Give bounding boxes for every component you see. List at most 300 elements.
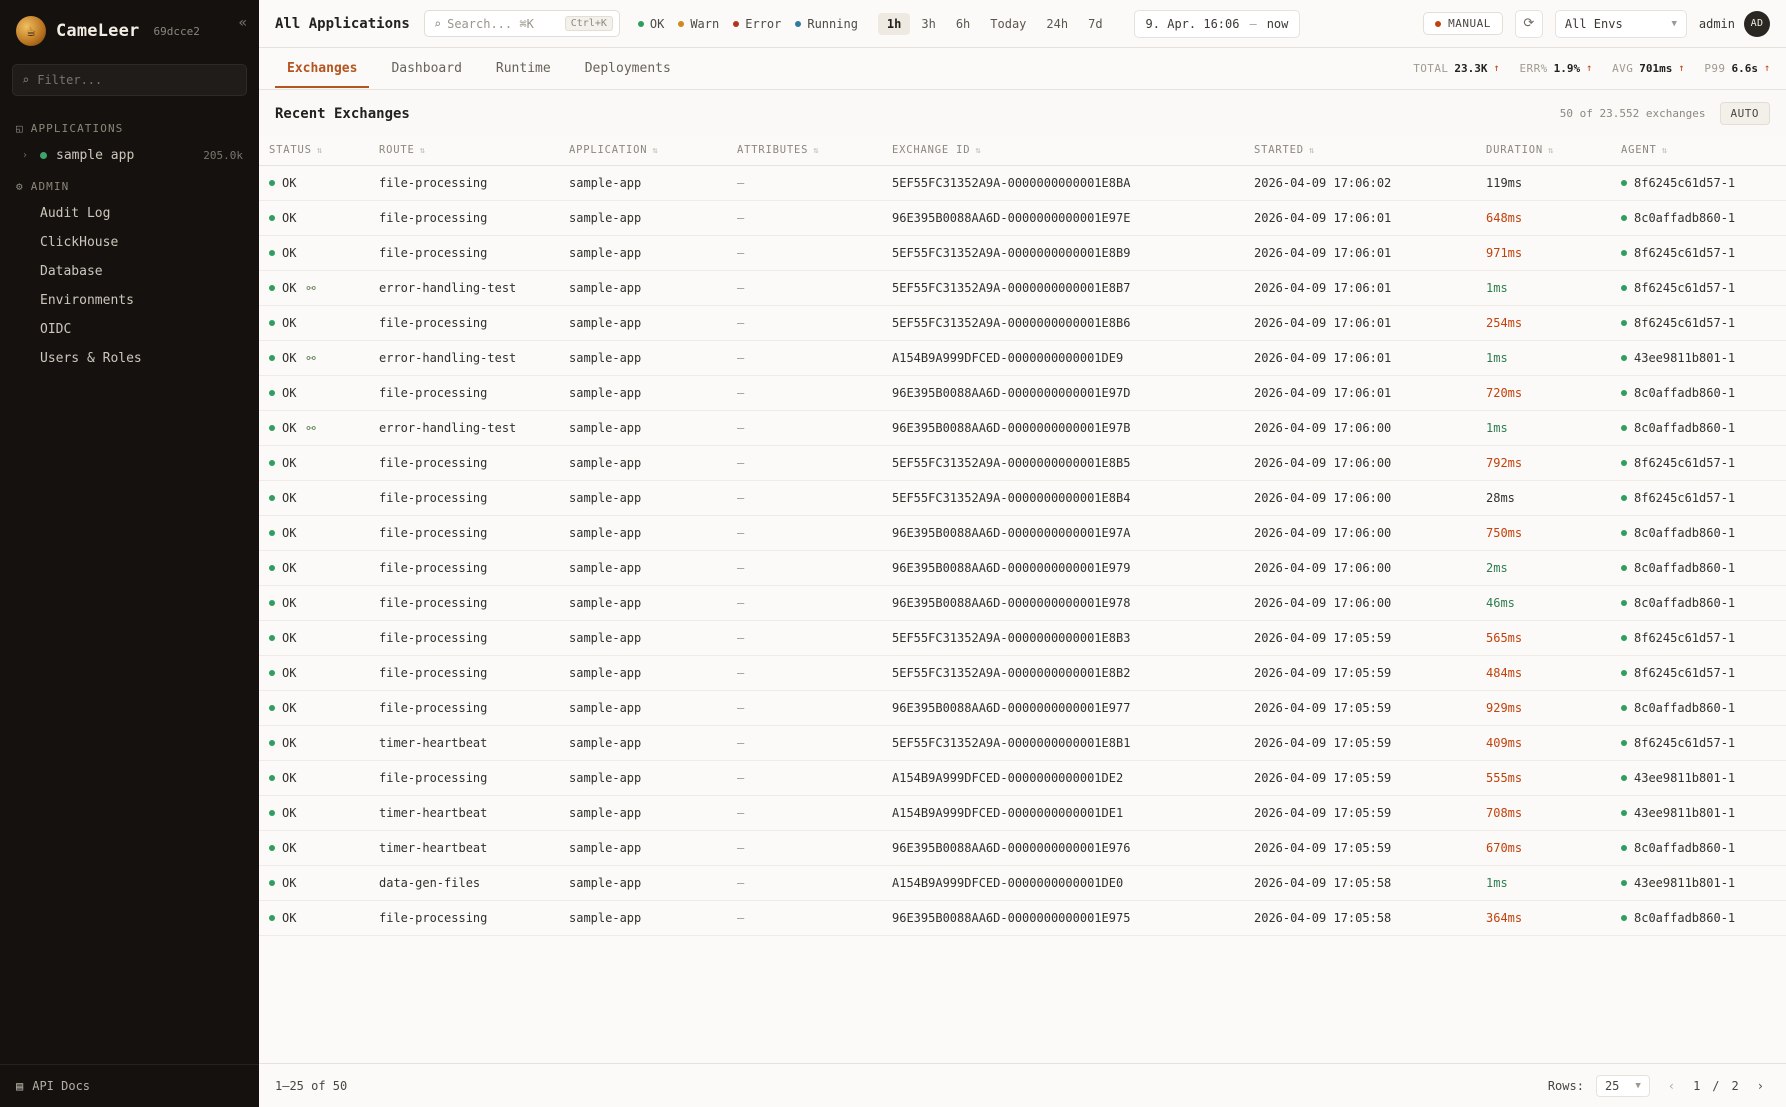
brand-name: CameLeer xyxy=(56,21,140,41)
cell-route: file-processing xyxy=(369,446,559,481)
trend-up-icon: ↑ xyxy=(1763,63,1770,74)
cell-exchange-id: 5EF55FC31352A9A-0000000000001E8B5 xyxy=(882,446,1244,481)
time-range-to: now xyxy=(1266,16,1289,31)
status-chip-label: Warn xyxy=(690,16,720,31)
status-label: OK xyxy=(282,911,297,925)
table-row[interactable] xyxy=(259,621,1786,656)
table-row[interactable] xyxy=(259,411,1786,446)
sidebar-filter-input[interactable] xyxy=(12,64,247,96)
status-dot-icon xyxy=(638,21,644,27)
cell-application: sample-app xyxy=(559,481,727,516)
agent-label: 43ee9811b801-1 xyxy=(1634,806,1736,820)
cell-attributes: — xyxy=(727,551,882,586)
cell-duration: 1ms xyxy=(1476,411,1611,446)
table-row[interactable] xyxy=(259,656,1786,691)
status-dot-icon xyxy=(40,152,47,159)
sidebar-item-oidc[interactable]: OIDC xyxy=(40,322,72,337)
range-button-3h[interactable]: 3h xyxy=(921,16,936,31)
column-label: DURATION xyxy=(1486,144,1543,156)
cell-status xyxy=(259,621,369,656)
sort-icon: ⇅ xyxy=(1661,146,1668,156)
cell-route: file-processing xyxy=(369,621,559,656)
cell-application: sample-app xyxy=(559,831,727,866)
column-header-application[interactable] xyxy=(559,135,727,166)
status-label: OK xyxy=(282,561,297,575)
search-shortcut-badge: Ctrl+K xyxy=(565,16,613,31)
sort-icon: ⇅ xyxy=(975,146,982,156)
cell-duration: 28ms xyxy=(1476,481,1611,516)
status-label: OK xyxy=(282,526,297,540)
cell-duration: 565ms xyxy=(1476,621,1611,656)
status-label: OK xyxy=(282,211,297,225)
chevron-down-icon: ▼ xyxy=(1635,1080,1641,1091)
column-label: APPLICATION xyxy=(569,144,648,156)
cell-status xyxy=(259,481,369,516)
cell-exchange-id: 96E395B0088AA6D-0000000000001E979 xyxy=(882,551,1244,586)
table-row[interactable] xyxy=(259,796,1786,831)
user-name: admin xyxy=(1698,16,1735,31)
cell-agent xyxy=(1611,551,1786,586)
agent-label: 8f6245c61d57-1 xyxy=(1634,456,1736,470)
user-menu[interactable] xyxy=(1699,11,1770,37)
cell-agent xyxy=(1611,516,1786,551)
status-dot-icon xyxy=(1435,21,1441,27)
cell-route: timer-heartbeat xyxy=(369,796,559,831)
manual-refresh-button[interactable] xyxy=(1423,12,1503,35)
retry-icon: ⚯ xyxy=(306,281,316,295)
cell-started: 2026-04-09 17:05:59 xyxy=(1244,761,1476,796)
cell-agent xyxy=(1611,271,1786,306)
cell-route: file-processing xyxy=(369,376,559,411)
column-header-exchange-id[interactable] xyxy=(882,135,1244,166)
status-dot-icon xyxy=(1621,670,1627,676)
status-dot-icon xyxy=(269,740,275,746)
cell-status xyxy=(259,796,369,831)
cell-exchange-id: 5EF55FC31352A9A-0000000000001E8B1 xyxy=(882,726,1244,761)
sidebar-item-users-roles[interactable]: Users & Roles xyxy=(40,351,142,366)
status-dot-icon xyxy=(269,635,275,641)
exchange-count-text: 50 of 23.552 exchanges xyxy=(1559,107,1706,120)
cell-route: file-processing xyxy=(369,166,559,201)
section-title: Recent Exchanges xyxy=(275,105,410,122)
status-dot-icon xyxy=(1621,600,1627,606)
column-header-attributes[interactable] xyxy=(727,135,882,166)
cell-status xyxy=(259,866,369,901)
sidebar-section-admin xyxy=(0,170,259,199)
status-dot-icon xyxy=(269,705,275,711)
sort-icon: ⇅ xyxy=(419,146,426,156)
status-dot-icon xyxy=(269,845,275,851)
range-button-1h[interactable]: 1h xyxy=(878,13,910,35)
table-row[interactable] xyxy=(259,271,1786,306)
table-row[interactable] xyxy=(259,236,1786,271)
status-dot-icon xyxy=(1621,180,1627,186)
cell-started: 2026-04-09 17:05:58 xyxy=(1244,866,1476,901)
status-dot-icon xyxy=(269,425,275,431)
cell-duration: 929ms xyxy=(1476,691,1611,726)
cell-started: 2026-04-09 17:06:00 xyxy=(1244,481,1476,516)
table-row[interactable] xyxy=(259,306,1786,341)
cell-status xyxy=(259,901,369,936)
cell-application: sample-app xyxy=(559,341,727,376)
brand-version: 69dcce2 xyxy=(153,24,200,38)
cell-agent xyxy=(1611,866,1786,901)
table-row[interactable] xyxy=(259,691,1786,726)
cell-route: file-processing xyxy=(369,656,559,691)
cell-agent xyxy=(1611,306,1786,341)
sort-icon: ⇅ xyxy=(316,146,323,156)
cell-exchange-id: 96E395B0088AA6D-0000000000001E97E xyxy=(882,201,1244,236)
range-button-24h[interactable]: 24h xyxy=(1046,16,1069,31)
topbar xyxy=(259,0,1786,48)
time-range-from: 9. Apr. 16:06 xyxy=(1145,16,1240,31)
status-dot-icon xyxy=(1621,775,1627,781)
trend-up-icon: ↑ xyxy=(1678,63,1685,74)
status-dot-icon xyxy=(1621,915,1627,921)
cell-route: error-handling-test xyxy=(369,271,559,306)
cell-status xyxy=(259,306,369,341)
cell-attributes: — xyxy=(727,481,882,516)
cell-route: error-handling-test xyxy=(369,411,559,446)
retry-icon: ⚯ xyxy=(306,351,316,365)
status-dot-icon xyxy=(269,810,275,816)
cell-status xyxy=(259,236,369,271)
main-content xyxy=(259,0,1786,1107)
table-row[interactable] xyxy=(259,516,1786,551)
agent-label: 8f6245c61d57-1 xyxy=(1634,666,1736,680)
status-label: OK xyxy=(282,876,297,890)
metric-avg xyxy=(1612,62,1684,75)
cell-exchange-id: 5EF55FC31352A9A-0000000000001E8B2 xyxy=(882,656,1244,691)
metric-label: AVG xyxy=(1612,62,1634,75)
status-label: OK xyxy=(282,701,297,715)
agent-label: 8c0affadb860-1 xyxy=(1634,211,1736,225)
time-range-buttons xyxy=(878,13,1112,35)
search-input[interactable] xyxy=(424,10,620,37)
metric-label: TOTAL xyxy=(1413,62,1449,75)
cell-attributes: — xyxy=(727,341,882,376)
cell-route: file-processing xyxy=(369,201,559,236)
manual-label: MANUAL xyxy=(1448,17,1491,30)
table-row[interactable] xyxy=(259,726,1786,761)
cell-application: sample-app xyxy=(559,271,727,306)
status-dot-icon xyxy=(1621,215,1627,221)
tab-exchanges[interactable]: Exchanges xyxy=(275,50,369,88)
cell-attributes: — xyxy=(727,306,882,341)
status-label: OK xyxy=(282,386,297,400)
status-chip-running[interactable] xyxy=(795,17,858,31)
pagination-range-text: 1–25 of 50 xyxy=(275,1078,348,1093)
status-dot-icon xyxy=(1621,705,1627,711)
cell-duration: 750ms xyxy=(1476,516,1611,551)
cell-attributes: — xyxy=(727,201,882,236)
status-chip-warn[interactable] xyxy=(678,17,719,31)
status-dot-icon xyxy=(269,285,275,291)
exchanges-table-container[interactable] xyxy=(259,135,1786,1063)
cell-status xyxy=(259,831,369,866)
agent-label: 8f6245c61d57-1 xyxy=(1634,631,1736,645)
status-dot-icon xyxy=(269,880,275,886)
search-placeholder: Search... ⌘K xyxy=(447,16,534,31)
cell-exchange-id: 96E395B0088AA6D-0000000000001E97B xyxy=(882,411,1244,446)
page-separator: / xyxy=(1712,1078,1720,1093)
sidebar-section-label: ADMIN xyxy=(30,180,70,193)
table-row[interactable] xyxy=(259,166,1786,201)
status-dot-icon xyxy=(269,215,275,221)
agent-label: 8c0affadb860-1 xyxy=(1634,911,1736,925)
agent-label: 8f6245c61d57-1 xyxy=(1634,316,1736,330)
agent-label: 8f6245c61d57-1 xyxy=(1634,281,1736,295)
status-label: OK xyxy=(282,281,297,295)
status-dot-icon xyxy=(269,355,275,361)
cell-exchange-id: A154B9A999DFCED-0000000000001DE2 xyxy=(882,761,1244,796)
cell-exchange-id: A154B9A999DFCED-0000000000001DE1 xyxy=(882,796,1244,831)
agent-label: 8c0affadb860-1 xyxy=(1634,561,1736,575)
cell-application: sample-app xyxy=(559,761,727,796)
time-range-picker[interactable] xyxy=(1134,10,1301,38)
sidebar-item-api-docs[interactable] xyxy=(0,1064,259,1107)
cell-started: 2026-04-09 17:05:59 xyxy=(1244,621,1476,656)
table-row[interactable] xyxy=(259,481,1786,516)
status-dot-icon xyxy=(269,320,275,326)
cell-exchange-id: 96E395B0088AA6D-0000000000001E978 xyxy=(882,586,1244,621)
cell-duration: 254ms xyxy=(1476,306,1611,341)
cell-attributes: — xyxy=(727,376,882,411)
table-row[interactable] xyxy=(259,201,1786,236)
tab-deployments[interactable]: Deployments xyxy=(584,61,671,76)
cell-duration: 1ms xyxy=(1476,341,1611,376)
metric-value: 701ms xyxy=(1639,62,1673,75)
column-label: ATTRIBUTES xyxy=(737,144,809,156)
cell-attributes: — xyxy=(727,901,882,936)
table-body xyxy=(259,166,1786,936)
cell-attributes: — xyxy=(727,166,882,201)
retry-icon: ⚯ xyxy=(306,421,316,435)
status-chip-ok[interactable] xyxy=(638,17,664,31)
agent-label: 8c0affadb860-1 xyxy=(1634,596,1736,610)
cell-started: 2026-04-09 17:06:01 xyxy=(1244,271,1476,306)
cell-status xyxy=(259,201,369,236)
status-chip-label: OK xyxy=(649,16,665,31)
status-chip-label: Error xyxy=(745,16,782,31)
rows-per-page-select[interactable] xyxy=(1596,1075,1650,1097)
topbar-right xyxy=(1423,10,1770,38)
agent-label: 8f6245c61d57-1 xyxy=(1634,736,1736,750)
sidebar-item-sample-app[interactable] xyxy=(0,141,259,170)
cell-started: 2026-04-09 17:05:59 xyxy=(1244,831,1476,866)
cell-exchange-id: 96E395B0088AA6D-0000000000001E97D xyxy=(882,376,1244,411)
cell-route: file-processing xyxy=(369,901,559,936)
tab-dashboard[interactable]: Dashboard xyxy=(391,61,462,76)
column-header-route[interactable] xyxy=(369,135,559,166)
cell-application: sample-app xyxy=(559,201,727,236)
cell-application: sample-app xyxy=(559,376,727,411)
cell-application: sample-app xyxy=(559,166,727,201)
cell-status xyxy=(259,341,369,376)
cell-started: 2026-04-09 17:06:01 xyxy=(1244,376,1476,411)
cell-duration: 708ms xyxy=(1476,796,1611,831)
metric-label: P99 xyxy=(1704,62,1726,75)
cell-duration: 555ms xyxy=(1476,761,1611,796)
page-total: 2 xyxy=(1731,1078,1739,1093)
column-header-duration[interactable] xyxy=(1476,135,1611,166)
cell-attributes: — xyxy=(727,236,882,271)
cell-exchange-id: 96E395B0088AA6D-0000000000001E975 xyxy=(882,901,1244,936)
range-button-6h[interactable]: 6h xyxy=(955,16,971,31)
status-label: OK xyxy=(282,246,297,260)
cell-attributes: — xyxy=(727,726,882,761)
cell-application: sample-app xyxy=(559,236,727,271)
cell-agent xyxy=(1611,831,1786,866)
cell-application: sample-app xyxy=(559,411,727,446)
status-dot-icon xyxy=(269,180,275,186)
prev-page-button[interactable]: ‹ xyxy=(1667,1078,1676,1093)
env-select[interactable] xyxy=(1555,10,1687,38)
column-header-status[interactable] xyxy=(259,135,369,166)
table-row[interactable] xyxy=(259,761,1786,796)
table-row[interactable] xyxy=(259,586,1786,621)
status-chip-error[interactable] xyxy=(733,17,781,31)
status-dot-icon xyxy=(269,390,275,396)
cell-attributes: — xyxy=(727,691,882,726)
cell-agent xyxy=(1611,726,1786,761)
cell-attributes: — xyxy=(727,411,882,446)
sidebar-item-database[interactable]: Database xyxy=(40,264,103,279)
cell-agent xyxy=(1611,411,1786,446)
cell-started: 2026-04-09 17:06:01 xyxy=(1244,236,1476,271)
sidebar-filter-placeholder: Filter... xyxy=(37,73,103,87)
sidebar-item-environments[interactable]: Environments xyxy=(40,293,134,308)
metric-value: 6.6s xyxy=(1731,62,1758,75)
cell-attributes: — xyxy=(727,866,882,901)
table-row[interactable] xyxy=(259,866,1786,901)
cell-agent xyxy=(1611,481,1786,516)
status-label: OK xyxy=(282,176,297,190)
table-row[interactable] xyxy=(259,551,1786,586)
sort-icon: ⇅ xyxy=(813,146,820,156)
cell-exchange-id: 5EF55FC31352A9A-0000000000001E8B6 xyxy=(882,306,1244,341)
cell-started: 2026-04-09 17:06:01 xyxy=(1244,306,1476,341)
sidebar xyxy=(0,0,259,1107)
refresh-icon[interactable]: ⟳ xyxy=(1515,10,1543,38)
cell-attributes: — xyxy=(727,796,882,831)
next-page-button[interactable]: › xyxy=(1756,1078,1764,1093)
cell-exchange-id: 96E395B0088AA6D-0000000000001E976 xyxy=(882,831,1244,866)
table-row[interactable] xyxy=(259,446,1786,481)
summary-metrics xyxy=(1413,62,1770,75)
sort-icon: ⇅ xyxy=(1547,146,1555,156)
status-dot-icon xyxy=(1621,810,1627,816)
status-dot-icon xyxy=(1621,880,1627,886)
table-row[interactable] xyxy=(259,341,1786,376)
status-label: OK xyxy=(282,841,297,855)
status-label: OK xyxy=(282,421,297,435)
column-label: ROUTE xyxy=(379,144,415,156)
cell-agent xyxy=(1611,201,1786,236)
cell-agent xyxy=(1611,341,1786,376)
cell-duration: 792ms xyxy=(1476,446,1611,481)
agent-label: 8f6245c61d57-1 xyxy=(1634,176,1736,190)
status-dot-icon xyxy=(269,565,275,571)
cell-started: 2026-04-09 17:06:02 xyxy=(1244,166,1476,201)
status-dot-icon xyxy=(1621,390,1627,396)
section-header-right xyxy=(1560,102,1770,125)
sidebar-item-clickhouse[interactable]: ClickHouse xyxy=(40,235,119,250)
column-header-started[interactable] xyxy=(1244,135,1476,166)
metric-label: ERR% xyxy=(1519,62,1548,75)
cell-started: 2026-04-09 17:05:59 xyxy=(1244,796,1476,831)
cell-status xyxy=(259,446,369,481)
search-icon: ⌕ xyxy=(433,16,442,31)
chevron-right-icon[interactable]: › xyxy=(22,150,29,161)
cell-started: 2026-04-09 17:06:00 xyxy=(1244,586,1476,621)
status-chip-label: Running xyxy=(807,16,858,31)
status-label: OK xyxy=(282,631,297,645)
cell-exchange-id: 5EF55FC31352A9A-0000000000001E8B3 xyxy=(882,621,1244,656)
cell-exchange-id: 96E395B0088AA6D-0000000000001E977 xyxy=(882,691,1244,726)
table-footer xyxy=(259,1063,1786,1107)
status-dot-icon xyxy=(1621,565,1627,571)
column-header-agent[interactable] xyxy=(1611,135,1786,166)
cell-status xyxy=(259,761,369,796)
range-button-today[interactable]: Today xyxy=(990,16,1027,31)
sidebar-section-applications xyxy=(0,112,259,141)
status-dot-icon xyxy=(269,915,275,921)
status-label: OK xyxy=(282,316,297,330)
cell-route: file-processing xyxy=(369,516,559,551)
agent-label: 43ee9811b801-1 xyxy=(1634,876,1736,890)
cell-status xyxy=(259,551,369,586)
cell-agent xyxy=(1611,166,1786,201)
search-icon: ⌕ xyxy=(22,73,30,87)
cell-attributes: — xyxy=(727,446,882,481)
chevron-left-icon[interactable]: « xyxy=(238,15,247,31)
box-icon: ◱ xyxy=(16,122,24,135)
auto-refresh-toggle[interactable]: AUTO xyxy=(1720,102,1771,125)
agent-label: 43ee9811b801-1 xyxy=(1634,351,1736,365)
agent-label: 8c0affadb860-1 xyxy=(1634,421,1736,435)
cell-attributes: — xyxy=(727,831,882,866)
cell-route: file-processing xyxy=(369,691,559,726)
sidebar-item-audit-log[interactable]: Audit Log xyxy=(40,206,111,221)
cell-started: 2026-04-09 17:06:00 xyxy=(1244,411,1476,446)
cell-duration: 971ms xyxy=(1476,236,1611,271)
tab-runtime[interactable]: Runtime xyxy=(495,61,551,76)
trend-up-icon: ↑ xyxy=(1586,63,1593,74)
table-row[interactable] xyxy=(259,831,1786,866)
cell-started: 2026-04-09 17:06:00 xyxy=(1244,551,1476,586)
status-dot-icon xyxy=(678,21,684,27)
metric-value: 23.3K xyxy=(1454,62,1488,75)
column-label: STARTED xyxy=(1254,144,1304,156)
cell-application: sample-app xyxy=(559,446,727,481)
status-dot-icon xyxy=(795,21,801,27)
cell-duration: 364ms xyxy=(1476,901,1611,936)
range-button-7d[interactable]: 7d xyxy=(1088,16,1103,31)
status-filter-chips xyxy=(638,17,858,31)
column-label: EXCHANGE ID xyxy=(892,144,971,156)
table-row[interactable] xyxy=(259,901,1786,936)
agent-label: 8c0affadb860-1 xyxy=(1634,841,1736,855)
table-row[interactable] xyxy=(259,376,1786,411)
status-label: OK xyxy=(282,806,297,820)
cell-duration: 720ms xyxy=(1476,376,1611,411)
status-dot-icon xyxy=(269,670,275,676)
cell-exchange-id: A154B9A999DFCED-0000000000001DE0 xyxy=(882,866,1244,901)
status-dot-icon xyxy=(269,250,275,256)
cell-attributes: — xyxy=(727,586,882,621)
column-label: AGENT xyxy=(1621,144,1657,156)
